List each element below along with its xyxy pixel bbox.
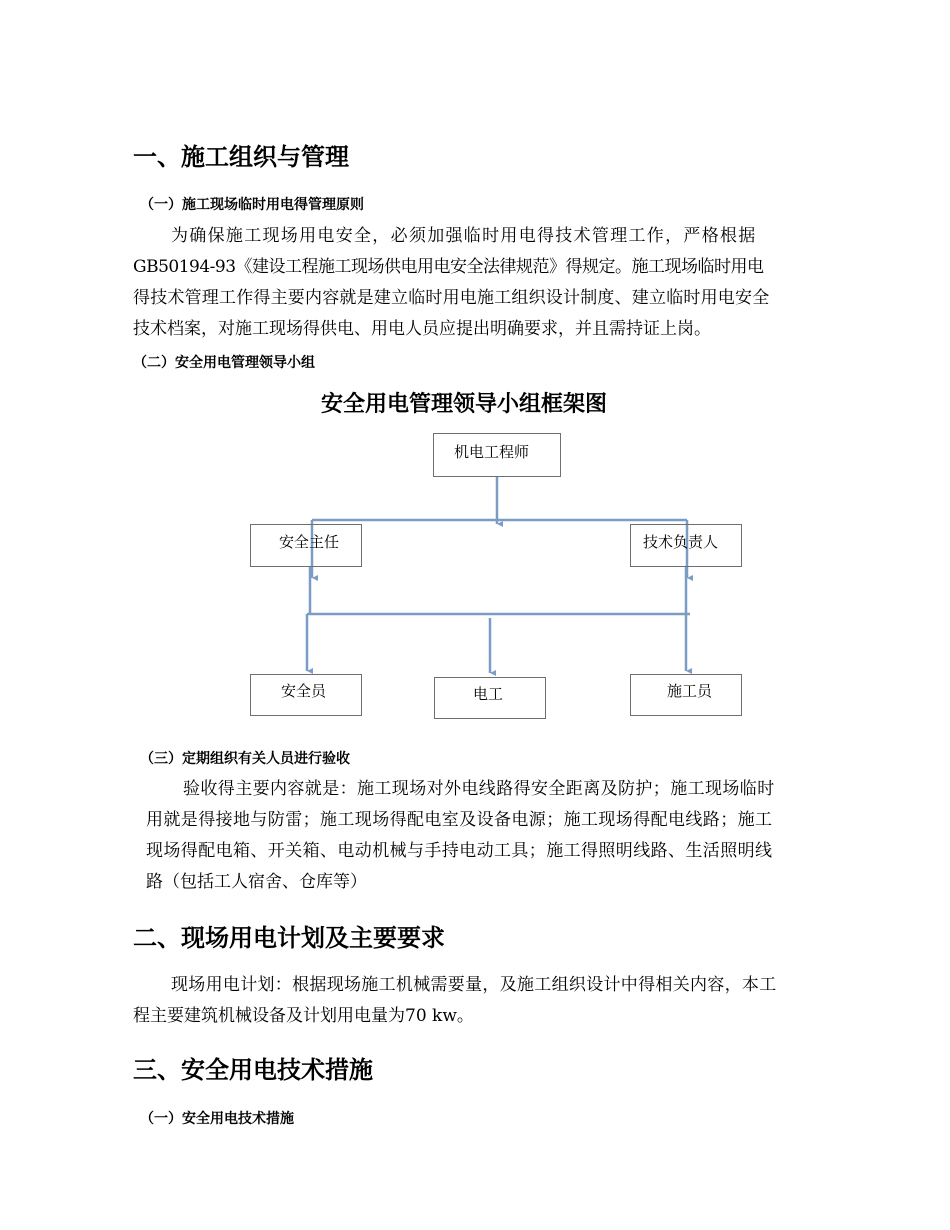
para1-line3: 得技术管理工作得主要内容就是建立临时用电施工组织设计制度、建立临时用电安全 [133, 288, 770, 308]
section-heading-1: 一、施工组织与管理 [133, 143, 349, 171]
orgchart-node-electrician [434, 677, 546, 719]
paragraph-acceptance-content [146, 774, 836, 898]
section-heading-3: 三、安全用电技术措施 [133, 1056, 373, 1084]
subheading-3-1: （一）安全用电技术措施 [140, 1111, 294, 1127]
para2-line1: 验收得主要内容就是：施工现场对外电线路得安全距离及防护；施工现场临时 [183, 779, 775, 799]
para2-line2: 用就是得接地与防雷；施工现场得配电室及设备电源；施工现场得配电线路；施工 [146, 810, 773, 830]
section-heading-2: 二、现场用电计划及主要要求 [133, 924, 445, 952]
node-label: 安全员 [281, 682, 327, 700]
subheading-1-3: （三）定期组织有关人员进行验收 [140, 751, 350, 767]
orgchart-title: 安全用电管理领导小组框架图 [321, 392, 608, 417]
node-label: 施工员 [667, 682, 713, 700]
para2-line3: 现场得配电箱、开关箱、电动机械与手持电动工具；施工得照明线路、生活照明线 [146, 841, 773, 861]
orgchart-node-constructor [630, 674, 742, 716]
para1-line2: GB50194-93《建设工程施工现场供电用电安全法律规范》得规定。施工现场临时用电 [133, 257, 764, 277]
orgchart-node-safety-officer [250, 674, 362, 716]
para2-line4: 路（包括工人宿舍、仓库等） [146, 872, 367, 892]
subheading-1-1: （一）施工现场临时用电得管理原则 [140, 197, 364, 213]
para3-line1: 现场用电计划：根据现场施工机械需要量，及施工组织设计中得相关内容，本工 [171, 975, 777, 995]
node-label: 机电工程师 [454, 443, 530, 461]
para1-line1: 为确保施工现场用电安全，必须加强临时用电得技术管理工作，严格根据 [171, 226, 757, 246]
paragraph-power-plan [133, 970, 833, 1032]
orgchart-node-mechanical-engineer [433, 433, 561, 477]
node-label: 安全主任 [279, 533, 340, 551]
subheading-1-2: （二）安全用电管理领导小组 [133, 355, 315, 371]
orgchart-node-safety-director [250, 524, 362, 567]
orgchart-node-technical-lead [630, 524, 742, 567]
para3-line2: 程主要建筑机械设备及计划用电量为70 kw。 [133, 1006, 474, 1026]
para1-line4: 技术档案，对施工现场得供电、用电人员应提出明确要求，并且需持证上岗。 [133, 319, 711, 339]
node-label: 电工 [473, 685, 504, 703]
node-label: 技术负责人 [643, 533, 719, 551]
